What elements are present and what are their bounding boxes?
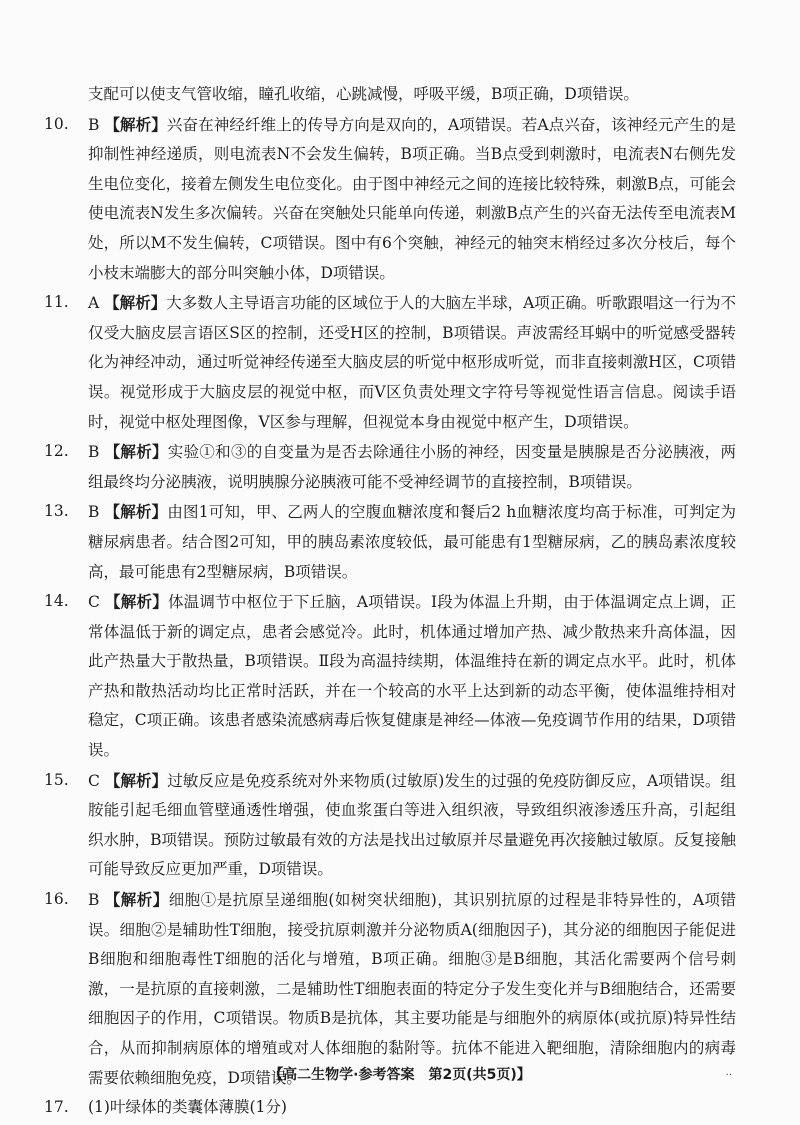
analysis-tag: 【解析】 xyxy=(104,114,167,134)
item-text: 过敏反应是免疫系统对外来物质(过敏原)发生的过强的免疫防御反应，A项错误。组胺能引起毛细血管壁通透性增强，使血浆蛋白等进入组织液，导致组织液渗透压升高，引起组织水肿，B项错误。预防过敏最有效的方法是找出过敏原并尽量避免再次接触过敏原。反复接触可能导致反应更加严重，D项错误。 xyxy=(88,771,736,879)
item-text: 实验①和③的自变量为是否去除通往小肠的神经，因变量是胰腺是否分泌胰液，两组最终均分泌胰液，说明胰腺分泌胰液可能不受神经调节的直接控制，B项错误。 xyxy=(88,443,736,491)
analysis-tag: 【解析】 xyxy=(105,592,168,612)
item-number: 10. xyxy=(44,114,69,133)
item-text: (1)叶绿体的类囊体薄膜(1分) xyxy=(88,1098,287,1117)
analysis-tag: 【解析】 xyxy=(104,293,167,313)
item-text: 细胞①是抗原呈递细胞(如树突状细胞)，其识别抗原的过程是非特异性的，A项错误。细胞②是辅助性T细胞，接受抗原刺激并分泌物质A(细胞因子)，其分泌的细胞因子能促进B细胞和细胞毒性T细胞的活化与增殖，B项正确。细胞③是B细胞，其活化需要两个信号刺激，一是抗原的直接刺激，二是辅助性T细胞表面的特定分子发生变化并与B细胞结合，还需要细胞因子的作用，C项错误。物质B是抗体，其主要功能是与细胞外的病原体(或抗原)特异性结合，从而抑制病原体的增殖或对人体细胞的黏附等。抗体不能进入靶细胞，清除细胞内的病毒需要依赖细胞免疫，D项错误。 xyxy=(88,891,736,1087)
answer-item-15 xyxy=(44,766,736,885)
item-number: 13. xyxy=(44,502,69,521)
corner-mark: ·· xyxy=(725,1070,732,1081)
answer-item-11 xyxy=(44,288,736,437)
item-answer: B xyxy=(88,443,100,462)
item-number: 16. xyxy=(44,890,69,909)
intro-line: 支配可以使支气管收缩，瞳孔收缩，心跳减慢，呼吸平缓，B项正确，D项错误。 xyxy=(88,85,639,103)
analysis-tag: 【解析】 xyxy=(104,442,168,462)
item-number: 14. xyxy=(44,592,69,611)
item-number: 12. xyxy=(44,442,69,461)
answer-item-17 xyxy=(44,1093,736,1123)
answer-item-16 xyxy=(44,885,736,1093)
item-answer: B xyxy=(88,503,100,522)
analysis-tag: 【解析】 xyxy=(104,502,168,522)
analysis-tag: 【解析】 xyxy=(104,770,168,790)
item-text: 兴奋在神经纤维上的传导方向是双向的，A项错误。若A点兴奋，该神经元产生的是抑制性神经递质，则电流表N不会发生偏转，B项正确。当B点受到刺激时，电流表N右侧先发生电位变化，接着左侧发生电位变化。由于图中神经元之间的连接比较特殊，刺激B点，可能会使电流表N发生多次偏转。兴奋在突触处只能单向传递，刺激B点产生的兴奋无法传至电流表M处，所以M不发生偏转，C项错误。图中有6个突触，神经元的轴突末梢经过多次分枝后，每个小枝末端膨大的部分叫突触小体，D项错误。 xyxy=(88,115,736,282)
item-answer: C xyxy=(88,771,100,790)
answer-content xyxy=(44,80,736,1123)
answer-item-13 xyxy=(44,497,736,587)
answer-item-10 xyxy=(44,110,736,289)
answer-item-12 xyxy=(44,437,736,497)
page-footer: 【高二生物学·参考答案 第2页(共5页)】 xyxy=(269,1067,531,1083)
item-answer: C xyxy=(88,593,100,612)
item-answer: B xyxy=(88,891,100,910)
item-answer: A xyxy=(88,294,100,313)
item-answer: B xyxy=(88,115,100,134)
item-text: 由图1可知，甲、乙两人的空腹血糖浓度和餐后2 h血糖浓度均高于标准，可判定为糖尿病患者。结合图2可知，甲的胰岛素浓度较低，最可能患有1型糖尿病，乙的胰岛素浓度较高，最可能患有2型糖尿病，B项错误。 xyxy=(88,503,736,581)
analysis-tag: 【解析】 xyxy=(104,890,169,910)
item-text: 大多数人主导语言功能的区域位于人的大脑左半球，A项正确。听歌跟唱这一行为不仅受大脑皮层言语区S区的控制，还受H区的控制，B项错误。声波需经耳蜗中的听觉感受器转化为神经冲动，通过听觉神经传递至大脑皮层的听觉中枢形成听觉，而非直接刺激H区，C项错误。视觉形成于大脑皮层的视觉中枢，而V区负责处理文字符号等视觉性语言信息。阅读手语时，视觉中枢处理图像，V区参与理解，但视觉本身由视觉中枢产生，D项错误。 xyxy=(88,294,736,431)
item-number: 11. xyxy=(44,293,69,312)
answer-item-14 xyxy=(44,587,736,766)
item-number: 17. xyxy=(44,1098,69,1117)
item-number: 15. xyxy=(44,770,69,789)
item-text: 体温调节中枢位于下丘脑，A项错误。Ⅰ段为体温上升期，由于体温调定点上调，正常体温低于新的调定点，患者会感觉冷。此时，机体通过增加产热、减少散热来升高体温，因此产热量大于散热量，B项错误。Ⅱ段为高温持续期，体温维持在新的调定点水平。此时，机体产热和散热活动均比正常时活跃，并在一个较高的水平上达到新的动态平衡，使体温维持相对稳定，C项正确。该患者感染流感病毒后恢复健康是神经—体液—免疫调节作用的结果，D项错误。 xyxy=(88,593,736,760)
